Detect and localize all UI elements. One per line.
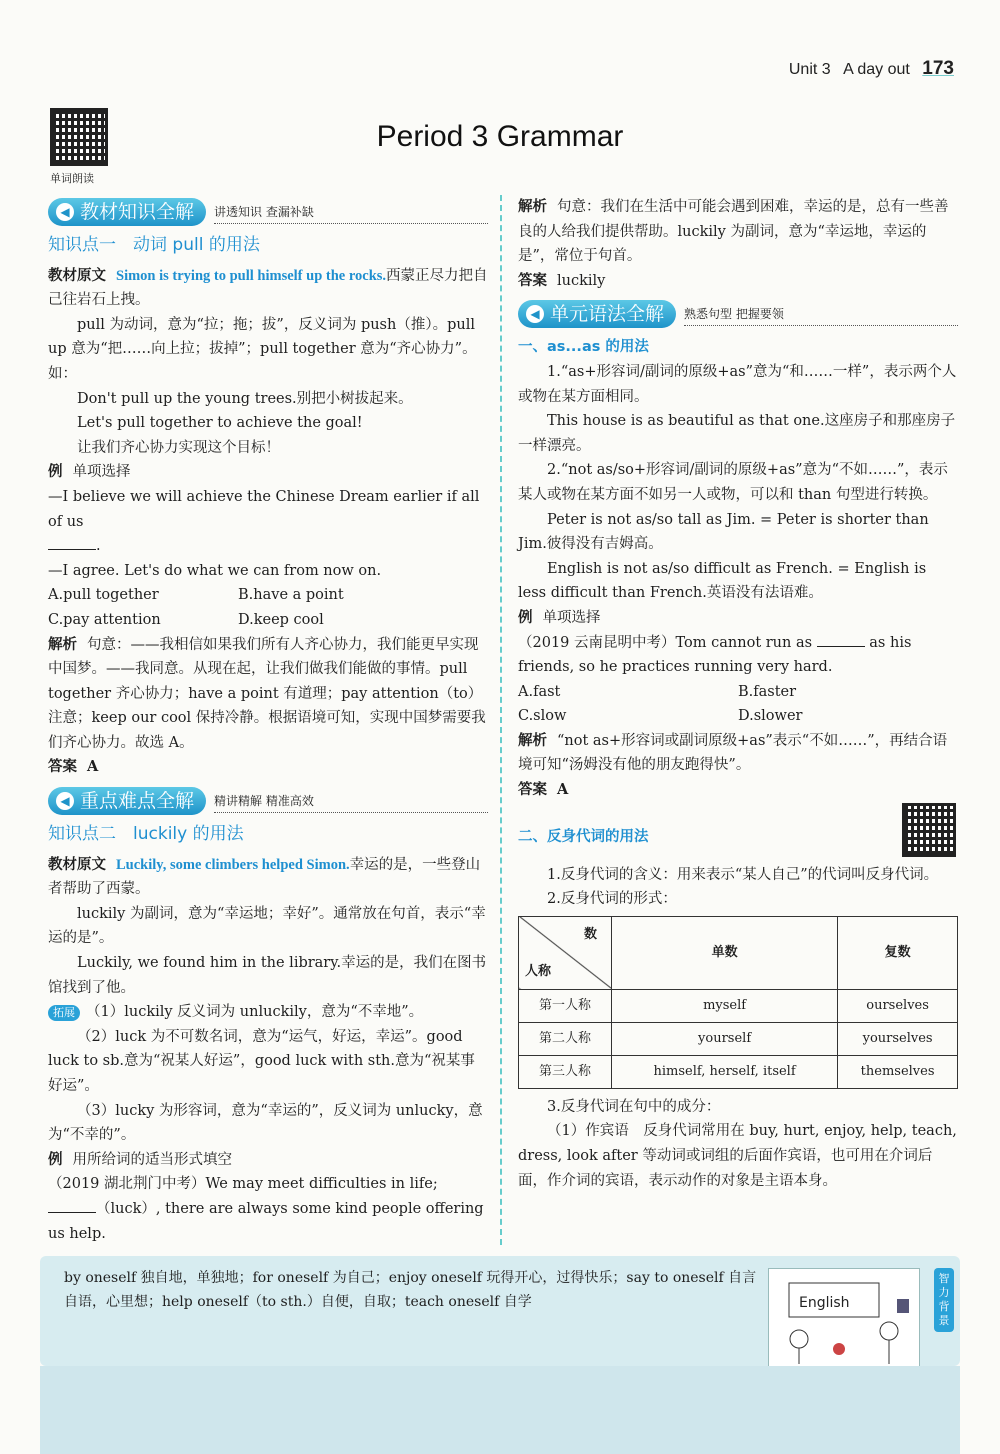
megaphone-icon: ◀ [526, 305, 544, 323]
footer-text: by oneself 独自地，单独地；for oneself 为自己；enjoy oneself 玩得开心，过得快乐；say to oneself 自言自语，心里想；help oneself（to sth.）自便，自取；teach oneself 自学 [64, 1270, 757, 1310]
answer: 答案 A [48, 758, 99, 776]
table-row: 第二人称 yourself yourselves [519, 1022, 958, 1055]
question-line: . [48, 534, 488, 559]
options-row: C.slow D.slower [518, 708, 803, 725]
grammar-heading: 二、反身代词的用法 [518, 828, 649, 845]
left-column [48, 195, 488, 1246]
grammar-paragraph: 2.“not as/so+形容词/副词的原级+as”意为“不如……”，表示某人或物在某方面不如另一人或物，可以和 than 句型进行转换。 [518, 462, 948, 503]
grammar-paragraph: 2.反身代词的形式： [547, 891, 677, 908]
question-line: （2019 云南昆明中考）Tom cannot run as as his friends, so he practices running very hard. [518, 631, 958, 680]
knowledge-point-title: 知识点二 luckily 的用法 [48, 824, 244, 845]
example-sentence: This house is as beautiful as that one.这座房子和那座房子一样漂亮。 [518, 413, 956, 454]
column-divider [500, 195, 502, 1245]
reflexive-pronoun-table [518, 916, 958, 1089]
extension-tag: 拓展 [48, 1005, 80, 1021]
cartoon-illustration [768, 1268, 920, 1370]
section-banner-grammar [518, 299, 958, 329]
picture-word: English [799, 1295, 850, 1311]
example-sentence: 让我们齐心协力实现这个目标！ [77, 439, 280, 456]
answer-blank [817, 632, 865, 647]
banner-title: 单元语法全解 [550, 303, 665, 326]
section-banner-textbook [48, 197, 488, 227]
textbook-original: 教材原文 Simon is trying to pull himself up the rocks.西蒙正尽力把自己往岩石上拽。 [48, 267, 488, 309]
example-heading: 例 单项选择 [48, 464, 131, 481]
question-line: —I agree. Let's do what we can from now on. [48, 562, 382, 579]
options-row: A.fast B.faster [518, 683, 797, 700]
textbook-original: 教材原文 Luckily, some climbers helped Simon.幸运的是，一些登山者帮助了西蒙。 [48, 856, 481, 898]
analysis: 解析 句意：——我相信如果我们所有人齐心协力，我们能更早实现中国梦。——我同意。从现在起，让我们做我们能做的事情。pull together 齐心协力；have a point 有道理；pay attention（to）注意；keep our cool 保持冷静。根据语境可知，实现中国梦需要我们齐心协力。故选 A。 [48, 636, 486, 751]
options-row: A.pull together B.have a point [48, 587, 344, 604]
example-sentence: Luckily, we found him in the library.幸运的是，我们在图书馆找到了他。 [48, 955, 487, 996]
footer-tag: 智力背景 [934, 1268, 954, 1332]
answer: 答案 A [518, 781, 569, 799]
analysis: 解析 “not as+形容词或副词原级+as”表示“不如……”，再结合语境可知“汤姆没有他的朋友跑得快”。 [518, 732, 948, 774]
section-banner-key-points [48, 786, 488, 816]
megaphone-icon: ◀ [56, 203, 74, 221]
example-sentence: English is not as/so difficult as French. = English is less difficult than French.英语没有法语难。 [518, 560, 927, 602]
banner-subtitle: 讲透知识 查漏补缺 [214, 201, 488, 224]
question-line: （2019 湖北荆门中考）We may meet difficulties in life; [48, 1176, 438, 1193]
banner-subtitle: 熟悉句型 把握要领 [684, 303, 958, 326]
cartoon-icon [769, 1269, 919, 1369]
page-number: 173 [922, 58, 954, 79]
table-row: 第三人称 himself, herself, itself themselves [519, 1055, 958, 1088]
bottom-band [40, 1366, 960, 1454]
megaphone-icon: ◀ [56, 792, 74, 810]
running-header [789, 58, 954, 80]
banner-title: 教材知识全解 [80, 201, 195, 223]
banner-title: 重点难点全解 [80, 790, 195, 813]
extension-note: 拓展 （1）luckily 反义词为 unluckily，意为“不幸地”。 [48, 1000, 488, 1025]
explanation-paragraph: luckily 为副词，意为“幸运地；幸好”。通常放在句首，表示“幸运的是”。 [48, 905, 486, 947]
banner-subtitle: 精讲精解 精准高效 [214, 790, 488, 813]
page-title: Period 3 Grammar [376, 120, 624, 153]
table-header: 复数 [838, 916, 958, 989]
extension-note: （2）luck 为不可数名词，意为“运气，好运，幸运”。good luck to sb.意为“祝某人好运”，good luck with sth.意为“祝某事好运”。 [48, 1028, 475, 1094]
grammar-heading: 一、as...as 的用法 [518, 339, 649, 356]
grammar-paragraph: （1）作宾语 反身代词常用在 buy, hurt, enjoy, help, teach, dress, look after 等动词或词组的后面作宾语，也可用在介词后面，作介词的宾语，表示动作的对象是主语本身。 [518, 1123, 957, 1189]
header-topic: A day out [843, 61, 910, 78]
answer-blank [48, 1198, 96, 1213]
example-heading: 例 单项选择 [518, 609, 601, 626]
knowledge-point-title: 知识点一 动词 pull 的用法 [48, 235, 260, 255]
explanation-paragraph: pull 为动词，意为“拉；拖；拔”，反义词为 push（推）。pull up 意为“把……向上拉；拔掉”；pull together 意为“齐心协力”。如： [48, 316, 477, 382]
grammar-paragraph: 1.反身代词的含义：用来表示“某人自己”的代词叫反身代词。 [547, 866, 939, 883]
options-row: C.pay attention D.keep cool [48, 611, 324, 628]
grammar-paragraph: 1.“as+形容词/副词的原级+as”意为“和……一样”，表示两个人或物在某方面相同。 [518, 363, 957, 405]
example-heading: 例 用所给词的适当形式填空 [48, 1151, 232, 1168]
question-line: —I believe we will achieve the Chinese Dream earlier if all of us [48, 488, 480, 530]
table-header: 单数 [612, 916, 838, 989]
answer-blank [48, 535, 96, 550]
example-sentence: Peter is not as/so tall as Jim. = Peter is shorter than Jim.彼得没有吉姆高。 [518, 511, 929, 553]
answer: 答案 luckily [518, 272, 606, 289]
qr-code-icon[interactable] [902, 803, 956, 857]
extension-note: （3）lucky 为形容词，意为“幸运的”，反义词为 unlucky，意为“不幸的”。 [48, 1102, 483, 1144]
question-line: （luck）, there are always some kind people offering us help. [48, 1197, 488, 1246]
example-sentence: Let's pull together to achieve the goal! [77, 415, 363, 432]
analysis: 解析 句意：我们在生活中可能会遇到困难，幸运的是，总有一些善良的人给我们提供帮助。luckily 为副词，意为“幸运地，幸运的是”，常位于句首。 [518, 199, 949, 265]
table-corner-cell: 数 人称 [519, 916, 612, 989]
qr-label: 单词朗读 [50, 172, 94, 185]
footer-tip-box [40, 1256, 960, 1366]
header-unit: Unit 3 [788, 61, 831, 78]
example-sentence: Don't pull up the young trees.别把小树拔起来。 [77, 390, 413, 407]
table-row: 第一人称 myself ourselves [519, 989, 958, 1022]
grammar-paragraph: 3.反身代词在句中的成分： [547, 1098, 721, 1115]
right-column [518, 195, 958, 1193]
